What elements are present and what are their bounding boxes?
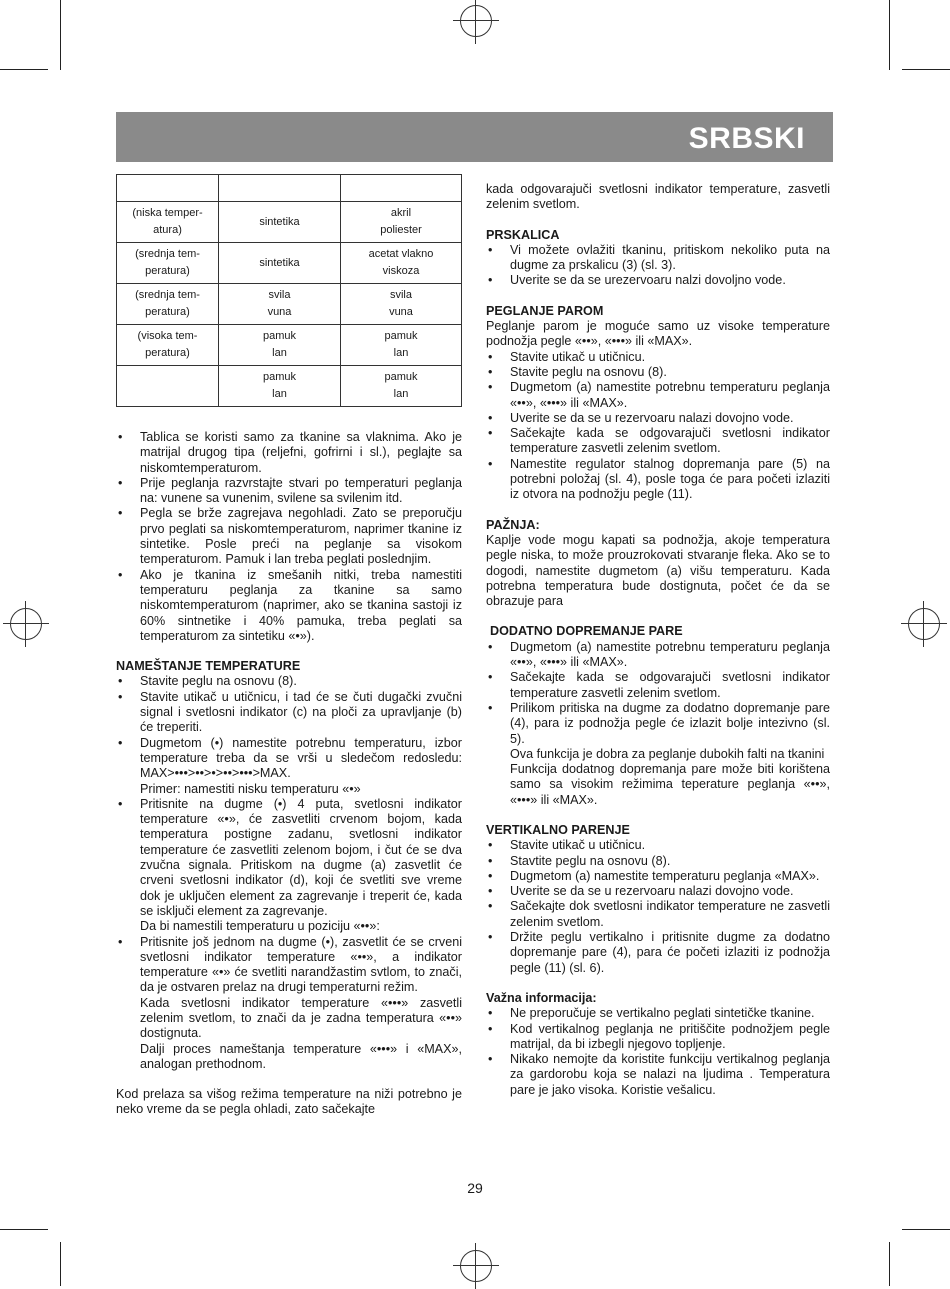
table-row: [117, 284, 462, 325]
bullet-icon: •: [488, 868, 493, 883]
table-row: [117, 243, 462, 284]
list-item-text: Prije peglanja razvrstajte stvari po temperaturi peglanja na: vunene sa vunenim, svilene sa svilenim itd.: [140, 475, 462, 506]
list-item: [486, 457, 830, 503]
paragraph: Peglanje parom je moguće samo uz visoke temperature podnožja pegle «••», «•••» ili «MAX».: [486, 319, 830, 349]
list-item-text: Sačekajte kada se odgovarajuči svetlosni indikator temperature zasvetli zelenim svetlom.: [510, 670, 830, 700]
temperature-cell: (srednja tem- peratura): [117, 243, 219, 284]
fabric-cell: pamuk lan: [341, 366, 462, 407]
crop-mark: [60, 0, 61, 70]
section-heading: Važna informacija:: [486, 990, 597, 1005]
list-item-text: Kod vertikalnog peglanja ne pritiščite podnožjem pegle matrijal, da bi izbegli njegovo topljenje.: [510, 1021, 830, 1051]
section-heading: VERTIKALNO PARENJE: [486, 822, 630, 837]
list-item-text: Dugmetom (a) namestite potrebnu temperaturu peglanja «••», «•••» ili «MAX».: [510, 380, 830, 410]
list-item-text: Stavtite peglu na osnovu (8).: [510, 853, 671, 868]
page-number: 29: [467, 1180, 483, 1196]
list-item-text: Uverite se da se urezervoaru nalzi dovoljno vode.: [510, 273, 786, 288]
bullet-icon: •: [488, 1006, 493, 1021]
temperature-cell: (srednja tem- peratura): [117, 284, 219, 325]
list-item: [486, 838, 830, 853]
bullet-icon: •: [488, 884, 493, 899]
bullet-icon: •: [118, 567, 123, 582]
list-item-text: Sačekajte dok svetlosni indikator temperature ne zasvetli zelenim svetlom.: [510, 899, 830, 929]
list-item: • Pritisnite na dugme (•) 4 puta, svetlosni indikator temperature «•», će zasvetliti crvenom bojom, kada temperatura postigne zadanu, svetlosni indikator temperature će zasvetliti zelenom bojom, i čut će se dva zvučna signala. Pritiskom na dugme (a) zasvetlit će crveni svetlosni indikator (d), koji će svetliti sve vreme dok je uključen element za zagrevanje i treperit će, kada se isključi element za zagrevanje.: [118, 796, 462, 918]
section-heading: PEGLANJE PAROM: [486, 303, 604, 318]
list-item-text: Ne preporučuje se vertikalno peglati sintetičke tkanine.: [510, 1006, 815, 1021]
bullet-icon: •: [488, 853, 493, 868]
list-item-text: Dugmetom (a) namestite temperaturu peglanja «MAX».: [510, 868, 820, 883]
list-item-text: Stavite peglu na osnovu (8).: [510, 364, 667, 379]
bullet-icon: •: [488, 242, 493, 257]
bullet-icon: •: [488, 364, 493, 379]
list-item: [116, 506, 462, 567]
list-item-text: Tablica se koristi samo za tkanine sa vlaknima. Ako je matrijal drugog tipa (reljefni, gofrirni i sl.), peglajte sa niskomtemperaturom.: [140, 430, 462, 475]
bullet-list: [486, 640, 830, 747]
list-item: [486, 884, 830, 899]
crop-mark: [0, 1229, 48, 1230]
list-item-text: Nikako nemojte da koristite funkciju vertikalnog peglanja za gardorobu koja se nalazi na ljudima . Temperatura pare je jako visoka. Koristie vešalicu.: [510, 1052, 830, 1097]
list-item: [486, 854, 830, 869]
list-item: [486, 411, 830, 426]
table-row: [117, 202, 462, 243]
list-item-text: Stavite utikač u utičnicu.: [510, 349, 646, 364]
bullet-icon: •: [488, 456, 493, 471]
crop-mark: [889, 1242, 890, 1286]
crop-mark: [0, 69, 48, 70]
list-item-text: Uverite se da se u rezervoaru nalazi dovojno vode.: [510, 410, 794, 425]
bullet-list: [486, 350, 830, 503]
registration-mark-icon: [10, 608, 42, 640]
list-item-text: Prilikom pritiska na dugme za dodatno dopremanje pare (4), para iz podnožja pegle će izlazit bolje intezivno (sl. 5).: [510, 700, 830, 746]
bullet-icon: •: [488, 838, 493, 853]
temperature-cell: (niska temper- atura): [117, 202, 219, 243]
list-item-continuation: Funkcija dodatnog dopremanja pare može biti korištena samo sa visokim režimima teperature peglanja «••», «•••» ili «MAX».: [510, 762, 830, 807]
list-item-text: Uverite se da se u rezervoaru nalazi dovojno vode.: [510, 884, 794, 899]
temperature-cell: (visoka tem- peratura): [117, 325, 219, 366]
list-item-text: Namestite regulator stalnog dopremanja pare (5) na potrebni položaj (sl. 4), posle toga će para početi izlaziti iz otvora na podnožju pegle (11).: [510, 456, 830, 502]
paragraph: kada odgovarajuči svetlosni indikator temperature, zasvetli zelenim svetlom.: [486, 182, 830, 212]
paragraph: Kaplje vode mogu kapati sa podnožja, akoje temperatura pegle niska, to može prouzrokovati stvaranje fleka. Ako se to dogodi, namestite dugmetom (a) višu temperaturu. Kada potrebna temperatura bude dostignuta, počet će da se obrazuje para: [486, 532, 830, 609]
list-item: [486, 243, 830, 274]
table-row: [117, 366, 462, 407]
list-item: [486, 365, 830, 380]
list-item: [486, 670, 830, 701]
list-item-text: Stavite utikač u utičnicu.: [510, 838, 646, 853]
list-item: [486, 869, 830, 884]
registration-mark-icon: [908, 608, 940, 640]
fabric-cell: pamuk lan: [341, 325, 462, 366]
list-item: [486, 1022, 830, 1053]
list-item-continuation: Ova funkcija je dobra za peglanje dubokih falti na tkanini: [510, 746, 825, 761]
temperature-cell: [117, 366, 219, 407]
bullet-icon: •: [488, 899, 493, 914]
fabric-cell: acetat vlakno viskoza: [341, 243, 462, 284]
fabric-cell: svila vuna: [341, 284, 462, 325]
language-banner: [116, 112, 833, 162]
list-item: [486, 640, 830, 671]
list-item-text: Sačekajte kada se odgovarajuči svetlosni indikator temperature zasvetli zelenim svetlom.: [510, 426, 830, 456]
list-item: • Dugmetom (•) namestite potrebnu temperaturu, izbor temperature treba da se vrši u sledečom redosledu: MAX>•••>••>•>••>•••>MAX.: [118, 735, 462, 781]
bullet-icon: •: [488, 380, 493, 395]
list-item: [116, 430, 462, 476]
list-item-continuation: Kada svetlosni indikator temperature «•••» zasvetli zelenim svetlom, to znači da je zadna temperatura «••» dostignuta.: [140, 995, 462, 1041]
fabric-cell: sintetika: [219, 243, 341, 284]
crop-mark: [902, 69, 950, 70]
list-item-continuation: Primer: namestiti nisku temperaturu «•»: [140, 781, 361, 796]
list-item: [486, 899, 830, 930]
list-item: [116, 476, 462, 507]
bullet-icon: •: [488, 670, 493, 685]
fabric-cell: akril poliester: [341, 202, 462, 243]
bullet-icon: •: [488, 410, 493, 425]
bullet-icon: •: [488, 1052, 493, 1067]
list-item: [486, 1006, 830, 1021]
fabric-cell: sintetika: [219, 202, 341, 243]
bullet-icon: •: [488, 273, 493, 288]
bullet-icon: •: [488, 1021, 493, 1036]
list-item-text: Ako je tkanina iz smešanih nitki, treba namestiti temperaturu peglanja za tkanine sa samo niskomtemperaturom (naprimer, ako se tkanina sastoji iz 60% sintnetike i 40% pamuka, treba peglati sa temperaturom za sintetiku «•»).: [140, 567, 462, 643]
list-item: [486, 930, 830, 976]
section-heading: NAMEŠTANJE TEMPERATURE: [116, 659, 301, 674]
bullet-icon: •: [488, 700, 493, 715]
crop-mark: [889, 0, 890, 70]
language-title: SRBSKI: [688, 122, 805, 155]
list-item: [486, 701, 830, 747]
bullet-icon: •: [488, 639, 493, 654]
list-item: [486, 380, 830, 411]
paragraph: Kod prelaza sa višog režima temperature na niži potrebno je neko vreme da se pegla ohladi, zato sačekajte: [116, 1087, 462, 1117]
table-header-row: [117, 175, 462, 202]
fabric-cell: pamuk lan: [219, 325, 341, 366]
list-item-text: Držite peglu vertikalno i pritisnite dugme za dodatno dopremanje pare (4), para će početi izlaziti iz podnožja pegle (11) (sl. 6).: [510, 930, 830, 975]
fabric-cell: svila vuna: [219, 284, 341, 325]
list-item: • Stavite utikač u utičnicu, i tad će se čuti dugački zvučni signal i svetlosni indikator (c) na ploči za upravljanje (b) će treperiti.: [118, 689, 462, 735]
crop-mark: [902, 1229, 950, 1230]
section-heading: PAŽNJA:: [486, 517, 540, 532]
registration-mark-icon: [460, 5, 492, 37]
bullet-icon: •: [488, 349, 493, 364]
bullet-icon: •: [488, 426, 493, 441]
crop-mark: [60, 1242, 61, 1286]
fabric-cell: pamuk lan: [219, 366, 341, 407]
list-item: [486, 273, 830, 288]
bullet-list: [486, 243, 830, 289]
list-item: [486, 426, 830, 457]
bullet-list: [486, 1006, 830, 1098]
section-heading: PRSKALICA: [486, 227, 560, 242]
list-item-text: Pegla se brže zagrejava negohladi. Zato se preporučju prvo peglati sa niskomtemperaturom, naprimer tkanine iz sintetike. Posle preći na peglanje sa visokom temperaturom. Pamuk i lan treba peglati poslednjim.: [140, 506, 462, 567]
list-item-text: Vi možete ovlažiti tkaninu, pritiskom nekoliko puta na dugme za prskalicu (3) (sl. 3).: [510, 242, 830, 273]
list-item: [486, 350, 830, 365]
list-item-continuation: Da bi namestili temperaturu u poziciju «••»:: [140, 919, 380, 934]
list-item: • Pritisnite još jednom na dugme (•), zasvetlit će se crveni svetlosni indikator temperature «••», a indikator temperature «•» će svetliti narandžastim svtlom, to znači, da je ostvaren prelaz na drugi temperaturni režim.: [118, 934, 462, 995]
list-item: • Stavite peglu na osnovu (8).: [118, 674, 297, 689]
registration-mark-icon: [460, 1250, 492, 1282]
bullet-icon: •: [118, 475, 123, 490]
list-item: [116, 568, 462, 644]
right-column: [486, 182, 830, 1098]
table-row: [117, 325, 462, 366]
bullet-icon: •: [118, 506, 123, 521]
bullet-list: [486, 838, 830, 976]
bullet-icon: •: [488, 930, 493, 945]
section-heading: DODATNO DOPREMANJE PARE: [490, 624, 683, 639]
bullet-icon: •: [118, 430, 123, 444]
fabric-notes-list: [116, 430, 462, 644]
left-column: [116, 430, 462, 1118]
list-item: [486, 1052, 830, 1098]
list-item-continuation: Dalji proces nameštanja temperature «•••» i «MAX», analogan prethodnom.: [140, 1041, 462, 1071]
list-item-text: Dugmetom (a) namestite potrebnu temperaturu peglanja «••», «•••» ili «MAX».: [510, 639, 830, 670]
fabric-temperature-table: [116, 174, 462, 407]
